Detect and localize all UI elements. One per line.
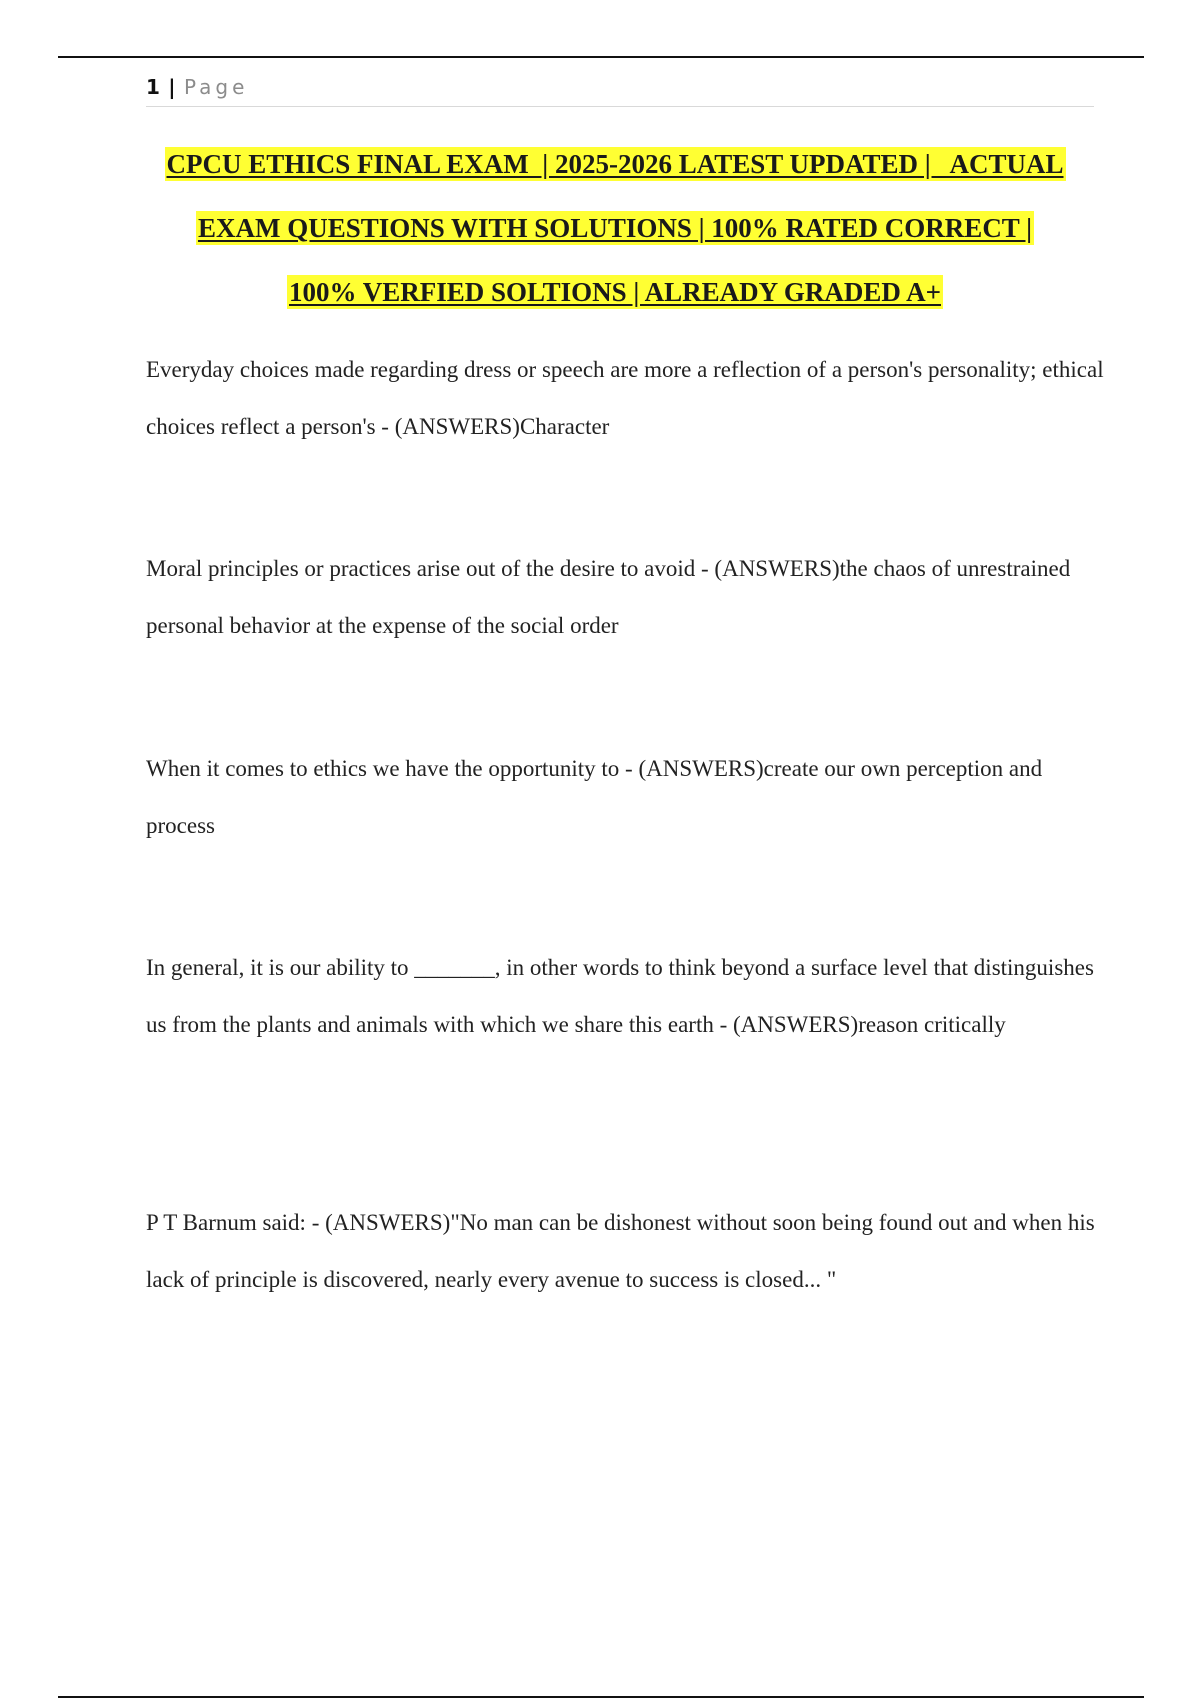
bottom-border-line	[58, 1696, 1144, 1698]
top-border-line	[58, 56, 1144, 58]
title-line-1	[120, 132, 1110, 196]
page-header	[146, 72, 1094, 107]
question-answer-item: When it comes to ethics we have the opportunity to - (ANSWERS)create our own perception and process	[146, 756, 1043, 838]
title-line-2	[120, 196, 1110, 260]
page-label: Page	[183, 75, 249, 99]
question-answer-item: Moral principles or practices arise out of the desire to avoid - (ANSWERS)the chaos of unrestrained personal behavior at the expense of the social order	[146, 556, 1071, 638]
page-separator: |	[168, 75, 176, 99]
title-line-3	[120, 260, 1110, 324]
document-title	[120, 132, 1110, 324]
question-answer-item: P T Barnum said: - (ANSWERS)"No man can be dishonest without soon being found out and when his lack of principle is discovered, nearly every avenue to success is closed... "	[146, 1210, 1095, 1292]
question-answer-item: Everyday choices made regarding dress or speech are more a reflection of a person's personality; ethical choices reflect a person's - (ANSWERS)Character	[146, 357, 1104, 439]
title-line-3-text: 100% VERFIED SOLTIONS | ALREADY GRADED A+	[289, 277, 941, 307]
page-number: 1	[146, 75, 160, 99]
question-answer-item: In general, it is our ability to _______, in other words to think beyond a surface level that distinguishes us from the plants and animals with which we share this earth - (ANSWERS)reason critically	[146, 955, 1094, 1037]
title-line-2-text: EXAM QUESTIONS WITH SOLUTIONS | 100% RATED CORRECT |	[197, 213, 1033, 243]
title-line-1-text: CPCU ETHICS FINAL EXAM | 2025-2026 LATEST UPDATED | ACTUAL	[166, 149, 1064, 179]
